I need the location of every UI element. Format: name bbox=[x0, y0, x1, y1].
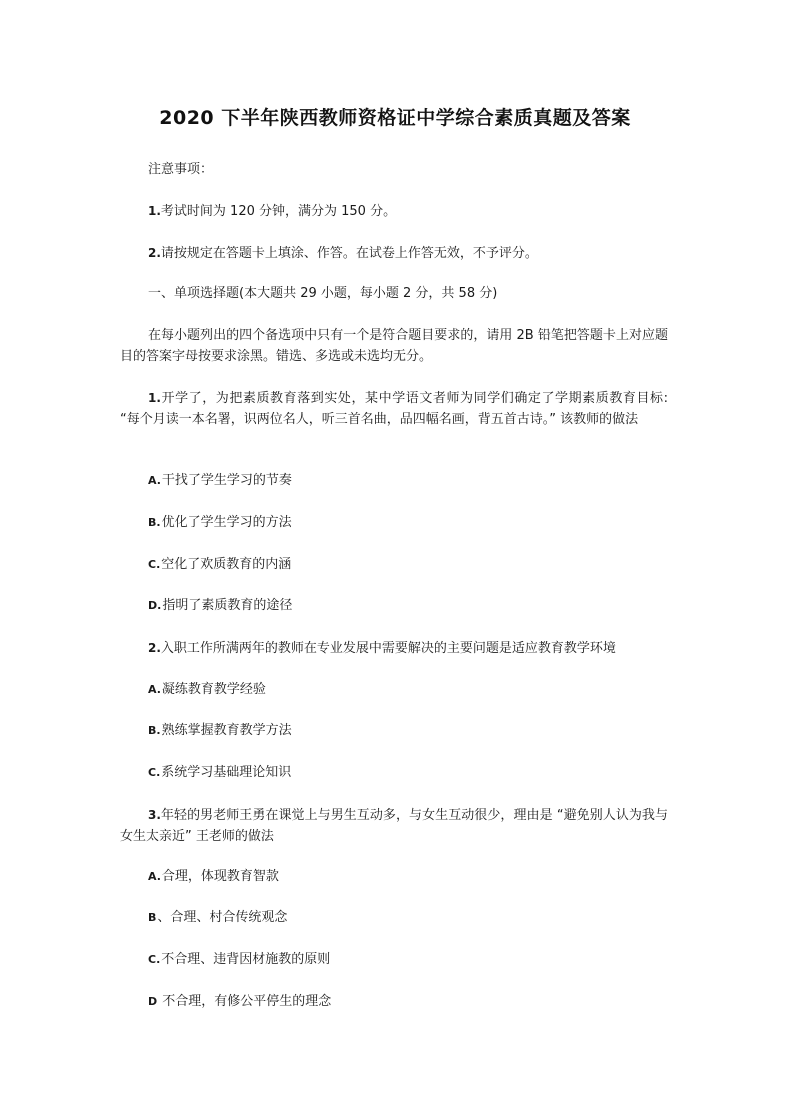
option-text: 、合理、村合传统观念 bbox=[157, 910, 288, 925]
q3-option-a bbox=[148, 867, 279, 887]
notice-number: 2. bbox=[148, 246, 161, 260]
notice-number: 1. bbox=[148, 204, 161, 218]
option-text: 指明了素质教育的途径 bbox=[162, 598, 293, 613]
notice-item-1 bbox=[148, 201, 396, 222]
q2-option-b bbox=[148, 721, 292, 741]
document-title: 2020 下半年陕西教师资格证中学综合素质真题及答案 bbox=[159, 107, 631, 129]
q1-option-a bbox=[148, 471, 292, 491]
q3-option-c bbox=[148, 950, 330, 970]
option-text: 优化了学生学习的方法 bbox=[161, 515, 292, 530]
option-letter: A. bbox=[148, 870, 161, 883]
question-text: 入职工作所满两年的教师在专业发展中需要解决的主要问题是适应教育教学环境 bbox=[160, 641, 616, 656]
option-letter: C. bbox=[148, 766, 161, 779]
option-letter: A. bbox=[148, 474, 161, 487]
question-1 bbox=[120, 388, 668, 430]
section-heading: 一、单项选择题(本大题共 29 小题，每小题 2 分，共 58 分) bbox=[148, 286, 498, 301]
option-text: 凝练教育教学经验 bbox=[161, 682, 266, 697]
option-text: 干找了学生学习的节奏 bbox=[161, 473, 292, 488]
q3-option-b bbox=[148, 908, 287, 928]
option-text: 熟练掌握教育教学方法 bbox=[161, 723, 292, 738]
q2-option-c bbox=[148, 763, 291, 783]
option-letter: B bbox=[148, 911, 157, 924]
option-letter: D. bbox=[148, 599, 162, 612]
question-number: 3. bbox=[148, 808, 161, 822]
option-text: 空化了欢质教育的内涵 bbox=[161, 557, 292, 572]
question-number: 2. bbox=[148, 641, 161, 655]
question-text: 年轻的男老师王勇在课觉上与男生互动多，与女生互动很少，理由是 “避免别人认为我与女生太亲近” 王老师的做法 bbox=[120, 808, 668, 844]
option-letter: A. bbox=[148, 683, 161, 696]
notice-text: 考试时间为 120 分钟，满分为 150 分。 bbox=[160, 204, 397, 219]
option-letter: C. bbox=[148, 558, 161, 571]
q3-option-d bbox=[148, 992, 331, 1012]
notice-text: 请按规定在答题卡上填涂、作答。在试卷上作答无效，不予评分。 bbox=[160, 246, 538, 261]
option-letter: B. bbox=[148, 724, 161, 737]
q1-option-d bbox=[148, 596, 292, 616]
question-number: 1. bbox=[148, 391, 161, 405]
q2-option-a bbox=[148, 680, 266, 700]
option-text: 不合理、违背因材施教的原则 bbox=[161, 952, 331, 967]
option-text: 系统学习基础理论知识 bbox=[161, 765, 292, 780]
question-text: 开学了，为把素质教育落到实处，某中学语文者师为同学们确定了学期素质教育目标: “每个月读一本名署，识两位名人，听三首名曲，品四幅名画，背五首古诗。” 该教师的做法 bbox=[120, 391, 668, 427]
option-letter: C. bbox=[148, 953, 161, 966]
option-letter: D bbox=[148, 995, 158, 1008]
question-3 bbox=[120, 805, 668, 847]
question-2 bbox=[148, 638, 616, 659]
notice-item-2 bbox=[148, 243, 538, 264]
q1-option-b bbox=[148, 513, 292, 533]
q1-option-c bbox=[148, 555, 291, 575]
option-text: 合理，体现教育智款 bbox=[161, 869, 279, 884]
section-instruction: 在每小题列出的四个备选项中只有一个是符合题目要求的，请用 2B 铅笔把答题卡上对应题目的答案字母按要求涂黑。错选、多选或未选均无分。 bbox=[120, 328, 668, 364]
option-letter: B. bbox=[148, 516, 161, 529]
notice-heading: 注意事项： bbox=[148, 162, 214, 177]
option-text: 不合理，有修公平停生的理念 bbox=[158, 994, 332, 1009]
